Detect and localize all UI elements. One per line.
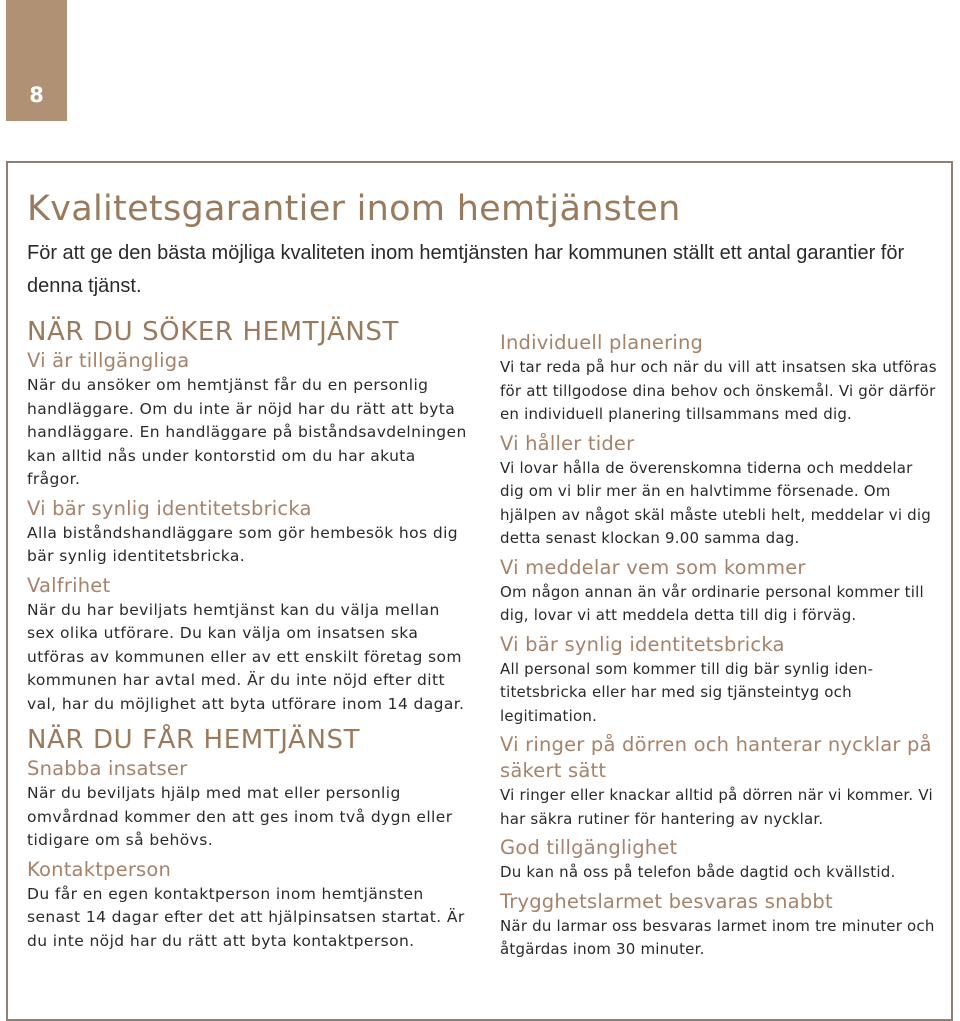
item-body: Om någon annan än vår ordinarie personal kommer till dig, lovar vi att meddela detta till dig i förväg. xyxy=(500,582,924,624)
page-number: 8 xyxy=(29,83,44,107)
item-body: När du beviljats hjälp med mat eller personlig omvårdnad kommer den att ges inom två dygn eller tidigare om så behövs. xyxy=(27,784,453,849)
item-heading: Vi ringer på dörren och hanterar nycklar på säkert sätt xyxy=(500,733,932,782)
page-number-tab xyxy=(6,0,67,121)
left-column xyxy=(27,316,472,953)
item-body: När du har beviljats hemtjänst kan du välja mellan sex olika utförare. Du kan välja om insatsen ska utföras av kommunen eller av ett enskilt företag som kommunen har avtal med. Är du inte nöjd efter ditt val, har du möjlighet att byta utförare inom 14 dagar. xyxy=(27,600,465,713)
item-body: Du får en egen kontaktperson inom hemtjänsten senast 14 dagar efter det att hjälpinsatsen startat. Är du inte nöjd har du rätt att byta kontaktperson. xyxy=(27,884,465,950)
item-body: Du kan nå oss på telefon både dagtid och kvällstid. xyxy=(500,863,896,881)
item-heading: Trygghetslarmet besvaras snabbt xyxy=(500,889,833,913)
item-heading: Individuell planering xyxy=(500,331,704,354)
item-heading: Vi är tillgängliga xyxy=(27,349,190,372)
section-title-receiving: NÄR DU FÅR HEMTJÄNST xyxy=(27,725,361,755)
item-body: När du ansöker om hemtjänst får du en personlig handläggare. Om du inte är nöjd har du rätt att byta handläggare. En handläggare på biståndsavdelningen kan alltid nås under kontorstid om du har akuta frågor. xyxy=(27,376,467,488)
page-title: Kvalitetsgarantier inom hemtjänsten xyxy=(27,189,681,229)
item-heading: Vi bär synlig identitetsbricka xyxy=(27,496,312,520)
item-body: Vi ringer eller knackar alltid på dörren när vi kommer. Vi har säkra rutiner för hantering av nycklar. xyxy=(500,786,933,828)
item-heading: Vi bär synlig identitetsbricka xyxy=(500,632,785,656)
item-heading: Valfrihet xyxy=(27,573,111,597)
item-body: När du larmar oss besvaras larmet inom tre minuter och åtgärdas inom 30 minuter. xyxy=(500,916,935,958)
item-heading: Vi meddelar vem som kommer xyxy=(500,555,806,579)
section-title-applying: NÄR DU SÖKER HEMTJÄNST xyxy=(27,317,399,347)
item-body: All personal som kommer till dig bär synlig identitetsbricka eller har med sig tjänsteintyg och legitimation. xyxy=(500,659,874,725)
item-heading: Snabba insatser xyxy=(27,757,188,780)
item-body: Vi tar reda på hur och när du vill att insatsen ska utföras för att tillgodose dina behov och önskemål. Vi gör därför en individuell planering tillsammans med dig. xyxy=(500,358,937,423)
right-column xyxy=(500,330,940,962)
item-heading: God tillgänglighet xyxy=(500,836,678,859)
item-body: Vi lovar hålla de överenskomna tiderna och meddelar dig om vi blir mer än en halvtimme försenade. Om hjälpen av något skäl måste utebli helt, meddelar vi dig detta senast klockan 9.00 samma dag. xyxy=(500,458,931,547)
item-body: Alla biståndshandläggare som gör hembesök hos dig bär synlig identitetsbricka. xyxy=(27,523,459,565)
item-heading: Kontaktperson xyxy=(27,857,172,881)
intro-text: För att ge den bästa möjliga kvaliteten inom hemtjänsten har kommunen ställt ett antal garantier för denna tjänst. xyxy=(27,242,905,297)
item-heading: Vi håller tider xyxy=(500,431,635,455)
